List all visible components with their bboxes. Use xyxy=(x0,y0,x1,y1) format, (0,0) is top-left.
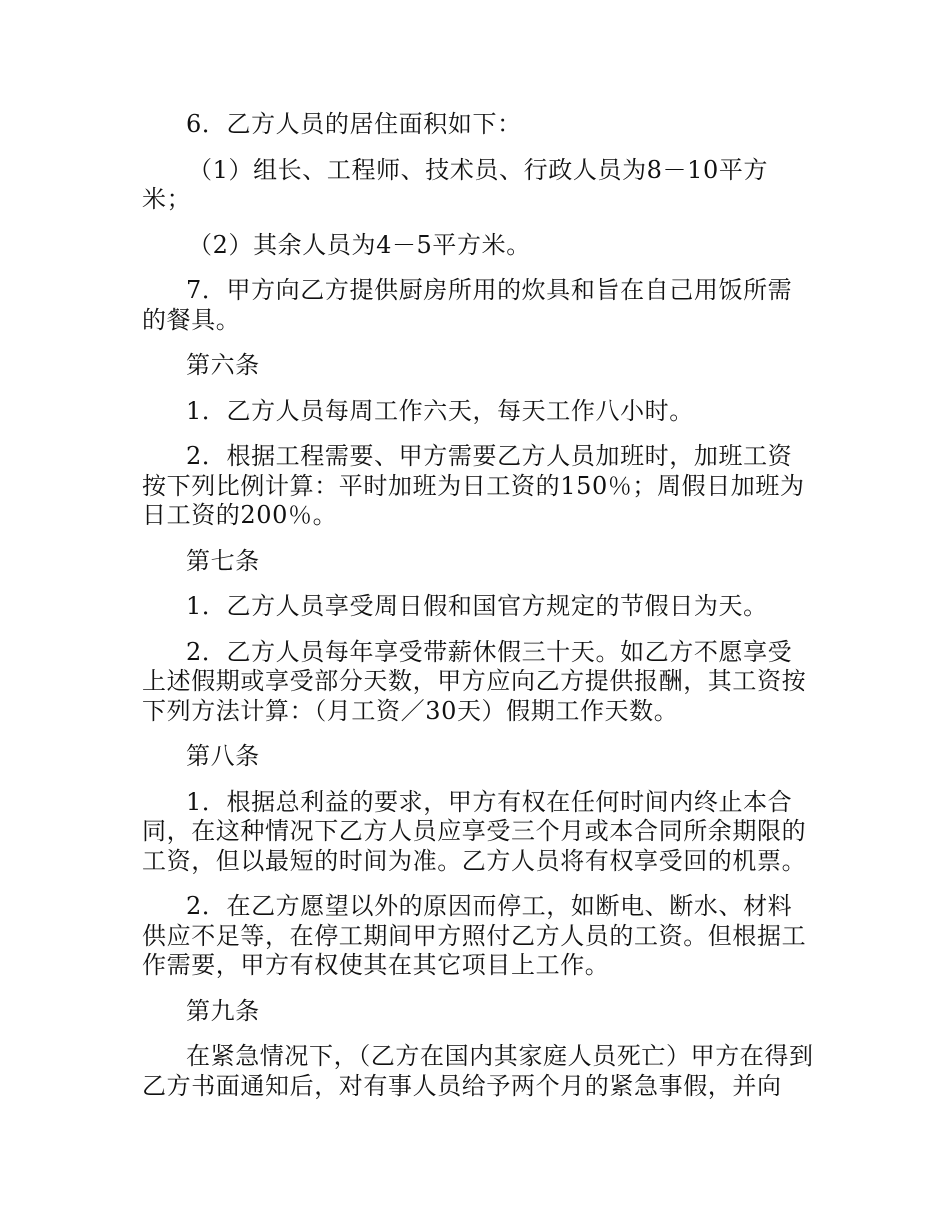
article-6-heading: 第六条 xyxy=(186,351,260,379)
article-8-item-1: 1．根据总利益的要求，甲方有权在任何时间内终止本合同，在这种情况下乙方人员应享受三个月或本合同所余期限的工资，但以最短的时间为准。乙方人员将有权享受回的机票。 xyxy=(142,787,807,875)
article-8-heading: 第八条 xyxy=(186,742,260,770)
article-7-item-2: 2．乙方人员每年享受带薪休假三十天。如乙方不愿享受上述假期或享受部分天数，甲方应向乙方提供报酬，其工资按下列方法计算：（月工资／30天）假期工作天数。 xyxy=(142,637,807,725)
clause-6-living-area: 6．乙方人员的居住面积如下： xyxy=(186,110,522,138)
living-area-item-1: （1）组长、工程师、技术员、行政人员为8－10平方米； xyxy=(142,155,769,213)
article-8-item-2: 2．在乙方愿望以外的原因而停工，如断电、断水、材料供应不足等，在停工期间甲方照付乙方人员的工资。但根据工作需要，甲方有权使其在其它项目上工作。 xyxy=(142,892,807,979)
article-9-paragraph: 在紧急情况下，（乙方在国内其家庭人员死亡）甲方在得到乙方书面通知后，对有事人员给予两个月的紧急事假，并向 xyxy=(142,1042,814,1100)
article-6-item-1: 1．乙方人员每周工作六天，每天工作八小时。 xyxy=(186,396,694,425)
clause-7-kitchenware: 7．甲方向乙方提供厨房所用的炊具和旨在自己用饭所需的餐具。 xyxy=(142,276,793,334)
article-9-heading: 第九条 xyxy=(186,996,260,1025)
document-body xyxy=(142,110,814,1117)
article-7-item-1: 1．乙方人员享受周日假和国官方规定的节假日为天。 xyxy=(186,592,768,620)
living-area-item-2: （2）其余人员为4－5平方米。 xyxy=(188,230,531,259)
article-6-item-2: 2．根据工程需要、甲方需要乙方人员加班时，加班工资按下列比例计算：平时加班为日工资的150％；周假日加班为日工资的200％。 xyxy=(142,442,805,529)
article-7-heading: 第七条 xyxy=(186,546,260,575)
